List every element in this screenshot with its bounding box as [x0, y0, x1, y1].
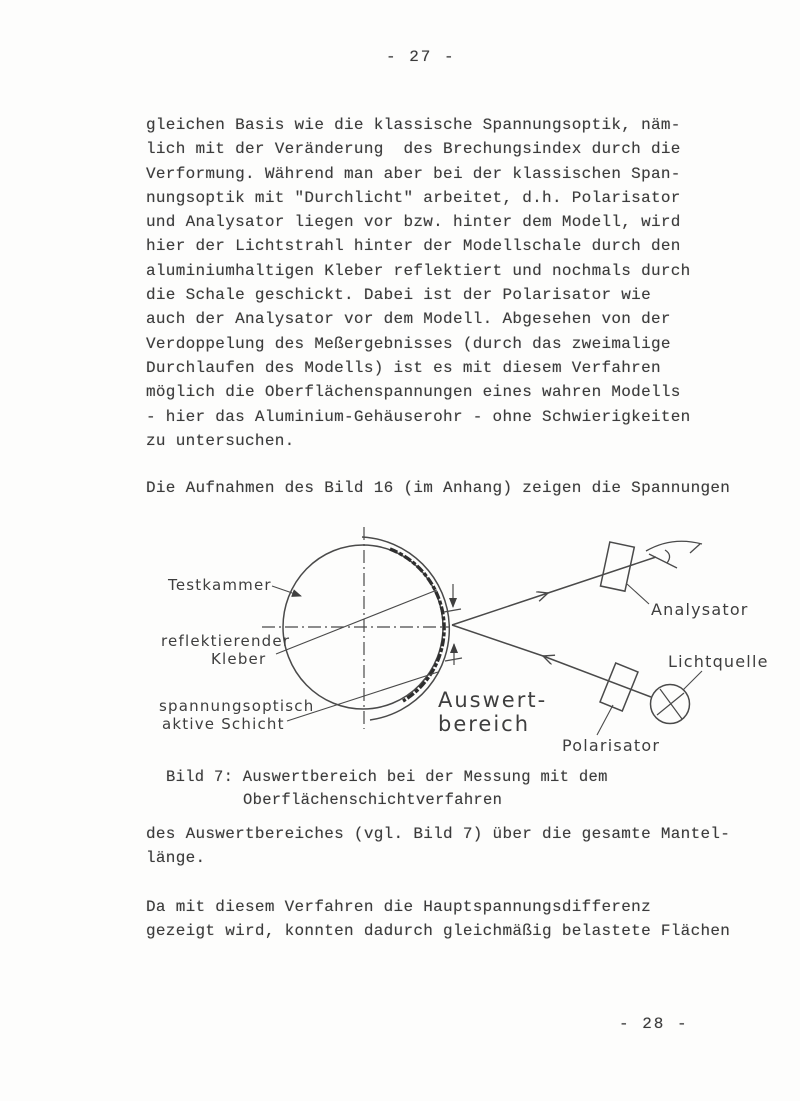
text-line: Da mit diesem Verfahren die Hauptspannungsdifferenz	[146, 898, 651, 916]
ray-to-model	[452, 625, 546, 657]
text-line: auch der Analysator vor dem Modell. Abgesehen von der	[146, 310, 671, 329]
leader-lichtquelle	[683, 671, 702, 690]
label-testkammer: Testkammer	[168, 576, 272, 594]
text-line: gleichen Basis wie die klassische Spannungsoptik, näm-	[146, 116, 681, 134]
text-line: zu untersuchen.	[146, 431, 295, 450]
observer-eye-icon	[646, 541, 702, 568]
label-lichtquelle: Lichtquelle	[668, 652, 769, 671]
label-bereich: bereich	[438, 712, 531, 736]
text-line: Verdoppelung des Meßergebnisses (durch das zweimalige	[146, 334, 671, 353]
label-polarisator: Polarisator	[562, 736, 661, 755]
label-kleber: Kleber	[211, 650, 267, 668]
label-spannungsoptisch: spannungsoptisch	[159, 697, 315, 715]
text-line: Verformung. Während man aber bei der klassischen Span-	[146, 164, 681, 183]
text-line: möglich die Oberflächenspannungen eines wahren Modells	[146, 383, 681, 402]
label-reflektierender: reflektierender	[161, 632, 291, 650]
label-analysator: Analysator	[651, 600, 749, 619]
text-line: nungsoptik mit "Durchlicht" arbeitet, d.h. Polarisator	[146, 188, 681, 207]
text-line: und Analysator liegen vor bzw. hinter dem Modell, wird	[146, 213, 681, 232]
ray-from-lightsource	[543, 656, 651, 697]
text-line: - hier das Aluminium-Gehäuserohr - ohne Schwierigkeiten	[146, 407, 691, 426]
text-line: gezeigt wird, konnten dadurch gleichmäßig belastete Flächen	[146, 922, 731, 941]
text-line: länge.	[146, 849, 206, 868]
figure-caption-line1: Bild 7: Auswertbereich bei der Messung mit dem	[166, 768, 608, 786]
page-number-bottom: - 28 -	[619, 1015, 689, 1033]
label-aktive-schicht: aktive Schicht	[162, 715, 285, 733]
text-line: die Schale geschickt. Dabei ist der Polarisator wie	[146, 286, 651, 305]
auswertbereich-tick-upper	[444, 609, 461, 612]
leader-test-chamber-arrow	[272, 586, 301, 596]
text-line: Die Aufnahmen des Bild 16 (im Anhang) zeigen die Spannungen	[146, 479, 731, 497]
text-line: des Auswertbereiches (vgl. Bild 7) über die gesamte Mantel-	[146, 825, 731, 843]
text-line: lich mit der Veränderung des Brechungsindex durch die	[146, 140, 681, 159]
text-line: aluminiumhaltigen Kleber reflektiert und nochmals durch	[146, 261, 691, 280]
lamp-cross	[657, 689, 684, 719]
paragraph-3	[146, 822, 730, 871]
page-number-top: - 27 -	[386, 48, 456, 66]
reflective-adhesive-layer	[390, 549, 444, 701]
ray-to-analysator	[452, 593, 548, 625]
paragraph-4	[146, 895, 730, 944]
leader-polarisator	[597, 705, 613, 735]
text-line: Durchlaufen des Modells) ist es mit diesem Verfahren	[146, 358, 661, 377]
leader-analysator	[627, 584, 649, 604]
polarisator-plate	[600, 663, 638, 711]
figure-caption-line2: Oberflächenschichtverfahren	[243, 791, 503, 809]
text-line: hier der Lichtstrahl hinter der Modellschale durch den	[146, 237, 681, 256]
label-auswert: Auswert-	[438, 688, 548, 712]
leader-reflective-adhesive	[276, 590, 437, 654]
ray-to-eye	[545, 557, 656, 594]
